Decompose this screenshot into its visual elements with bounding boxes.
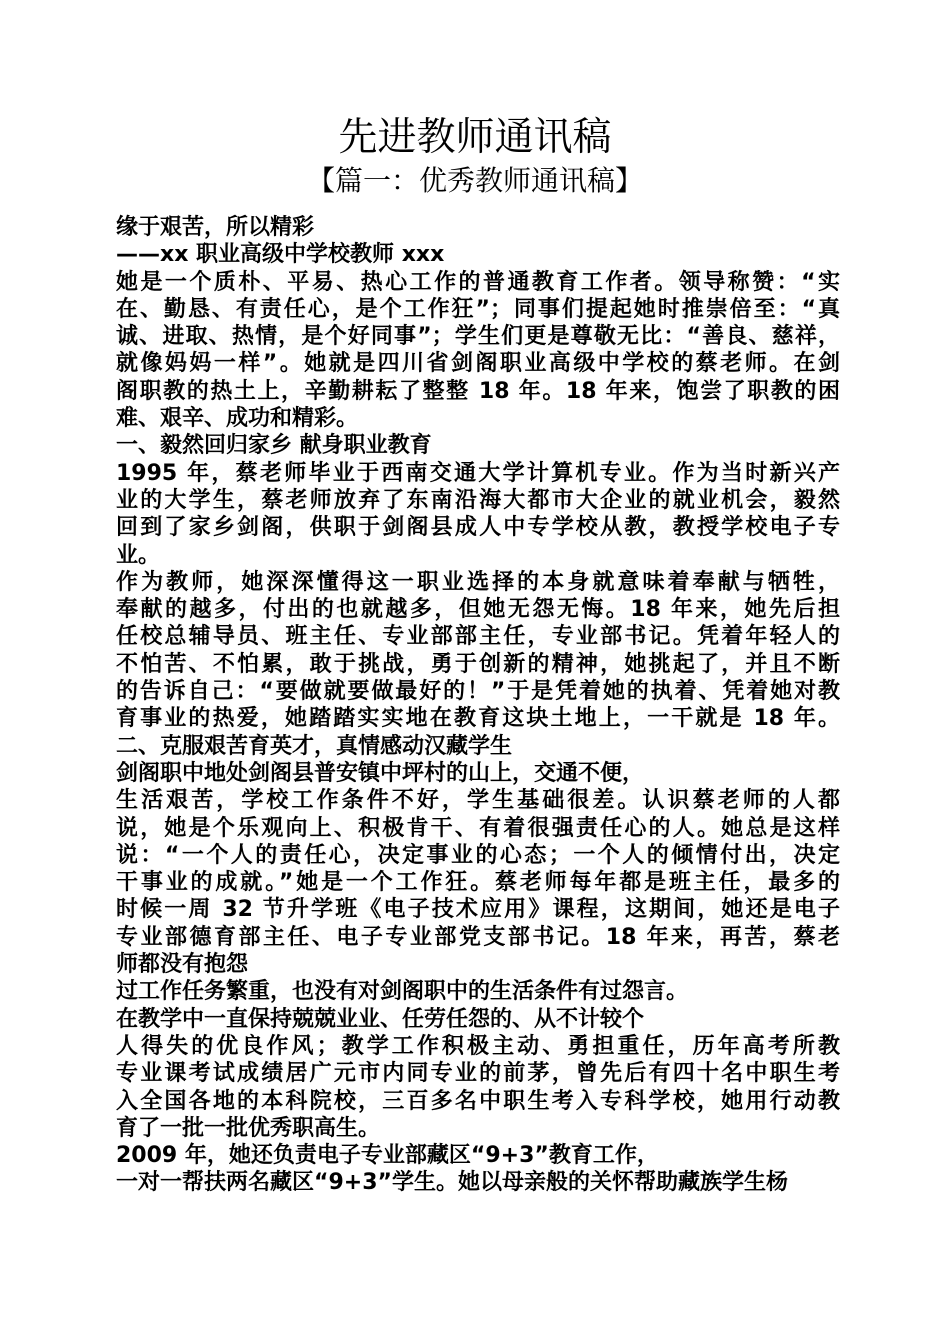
document-line: 过工作任务繁重，也没有对剑阁职中的生活条件有过怨言。 [116,979,689,1005]
document-line: 专业部德育部主任、电子专业部党支部书记。18 年来，再苦，蔡老 [116,924,840,950]
document-line: 说，她是个乐观向上、积极肯干、有着很强责任心的人。她总是这样 [116,815,840,841]
document-line: 育了一批一批优秀职高生。 [116,1115,381,1141]
document-line: 的告诉自己：“要做就要做最好的！”于是凭着她的执着、凭着她对教 [116,679,840,705]
document-line: 就像妈妈一样”。她就是四川省剑阁职业高级中学校的蔡老师。在剑 [116,351,840,377]
document-line: 说：“一个人的责任心，决定事业的心态；一个人的倾情付出，决定 [116,842,840,868]
document-body [116,214,840,1197]
document-line: 回到了家乡剑阁，供职于剑阁县成人中专学校从教，教授学校电子专 [116,515,840,541]
document-line: 育事业的热爱，她踏踏实实地在教育这块土地上，一干就是 18 年。 [116,706,840,732]
document-line: 在、勤恳、有责任心，是个工作狂”；同事们提起她时推崇倍至：“真 [116,296,840,322]
document-line: 剑阁职中地处剑阁县普安镇中坪村的山上，交通不便， [116,760,645,786]
document-line: 干事业的成就。”她是一个工作狂。蔡老师每年都是班主任，最多的 [116,870,840,896]
document-line: 阁职教的热土上，辛勤耕耘了整整 18 年。18 年来，饱尝了职教的困 [116,378,840,404]
document-line: 业的大学生，蔡老师放弃了东南沿海大都市大企业的就业机会，毅然 [116,487,840,513]
document-line: 时候一周 32 节升学班《电子技术应用》课程，这期间，她还是电子 [116,897,840,923]
document-line: 奉献的越多，付出的也就越多，但她无怨无悔。18 年来，她先后担 [116,597,840,623]
document-line: 业。 [116,542,161,568]
document-line: 难、艰辛、成功和精彩。 [116,406,359,432]
document-line: 入全国各地的本科院校，三百多名中职生考入专科学校，她用行动教 [116,1088,840,1114]
document-line: ——xx 职业高级中学校教师 xxx [116,242,445,268]
document-line: 师都没有抱怨 [116,952,249,978]
document-line: 一、毅然回归家乡 献身职业教育 [116,433,432,459]
document-line: 生活艰苦，学校工作条件不好，学生基础很差。认识蔡老师的人都 [116,788,840,814]
document-line: 缘于艰苦，所以精彩 [116,215,315,240]
document-subtitle: 【篇一：优秀教师通讯稿】 [306,164,643,197]
document-line: 二、克服艰苦育英才，真情感动汉藏学生 [116,733,513,759]
document-line: 不怕苦、不怕累，敢于挑战，勇于创新的精神，她挑起了，并且不断 [116,651,840,677]
document-line: 专业课考试成绩居广元市内同专业的前茅，曾先后有四十名中职生考 [116,1061,840,1087]
document-title: 先进教师通讯稿 [338,115,612,160]
document-line: 诚、进取、热情，是个好同事”；学生们更是尊敬无比：“善良、慈祥， [116,324,840,350]
document-line: 1995 年，蔡老师毕业于西南交通大学计算机专业。作为当时新兴产 [116,460,840,486]
document-line: 一对一帮扶两名藏区“9+3”学生。她以母亲般的关怀帮助藏族学生杨 [116,1170,788,1196]
document-line: 2009 年，她还负责电子专业部藏区“9+3”教育工作， [116,1143,659,1169]
document-line: 任校总辅导员、班主任、专业部部主任，专业部书记。凭着年轻人的 [116,624,840,650]
document-line: 人得失的优良作风；教学工作积极主动、勇担重任，历年高考所教 [116,1033,840,1059]
document-line: 她是一个质朴、平易、热心工作的普通教育工作者。领导称赞：“实 [116,269,840,295]
document-line: 在教学中一直保持兢兢业业、任劳任怨的、从不计较个 [116,1006,645,1032]
document-line: 作为教师，她深深懂得这一职业选择的本身就意味着奉献与牺牲， [116,569,840,595]
